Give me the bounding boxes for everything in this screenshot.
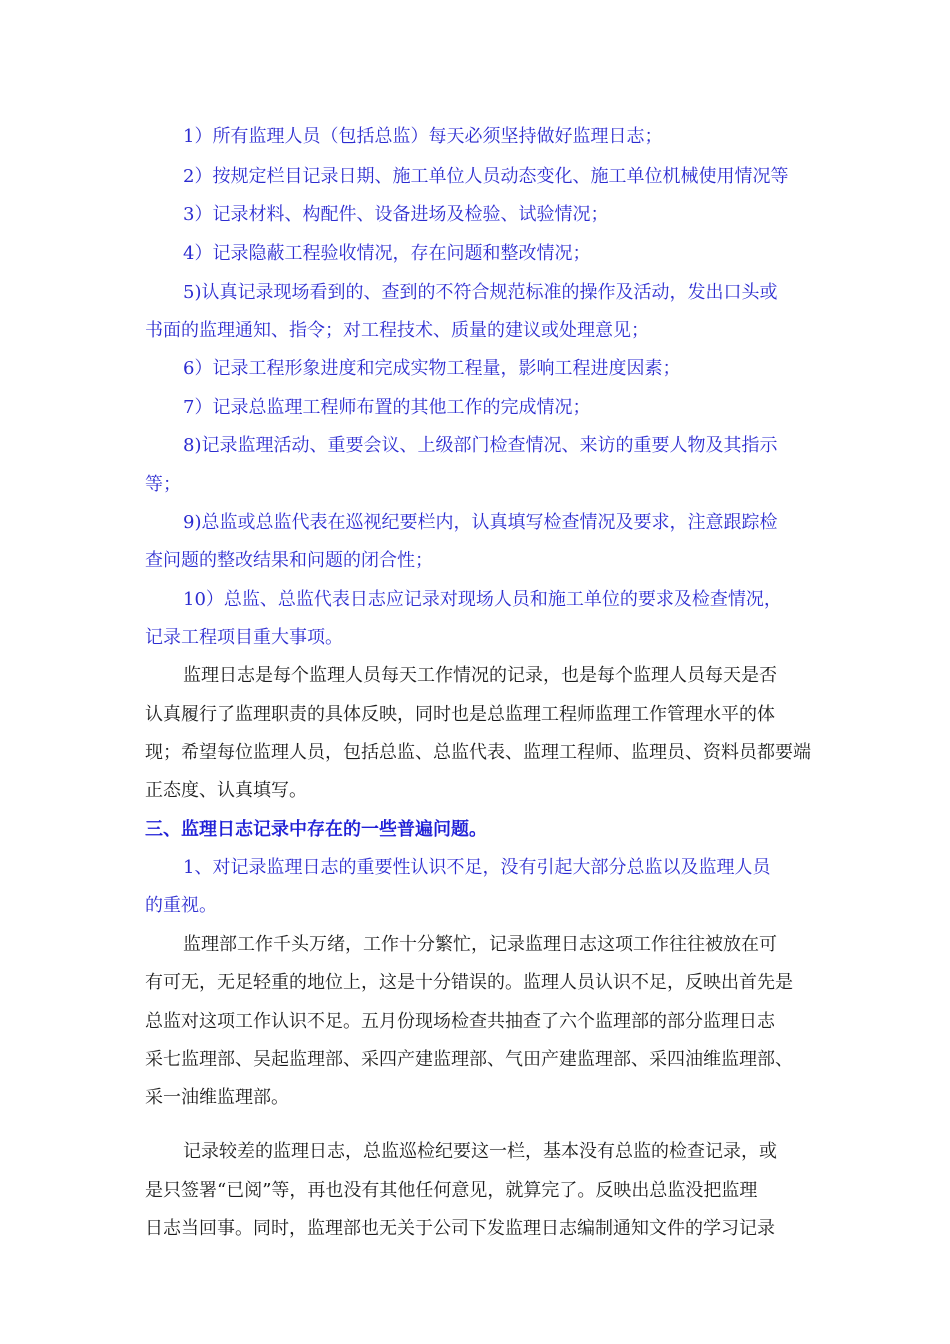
summary-line-2: 认真履行了监理职责的具体反映，同时也是总监理工程师监理工作管理水平的体 [145,704,775,725]
paragraph-3-line-1: 记录较差的监理日志，总监巡检纪要这一栏，基本没有总监的检查记录，或 [183,1141,777,1162]
summary-line-1: 监理日志是每个监理人员每天工作情况的记录，也是每个监理人员每天是否 [183,665,777,686]
paragraph-2-line-3: 总监对这项工作认识不足。五月份现场检查共抽查了六个监理部的部分监理日志 [145,1011,775,1032]
duty-item-5-line-2: 书面的监理通知、指令；对工程技术、质量的建议或处理意见； [145,320,649,341]
summary-line-4: 正态度、认真填写。 [145,780,307,801]
issue-1-line-2: 的重视。 [145,895,217,916]
duty-item-9-line-2: 查问题的整改结果和问题的闭合性； [145,550,433,571]
summary-line-3: 现；希望每位监理人员，包括总监、总监代表、监理工程师、监理员、资料员都要端 [145,742,811,763]
duty-item-2: 2）按规定栏目记录日期、施工单位人员动态变化、施工单位机械使用情况等 [183,166,789,187]
paragraph-2-line-2: 有可无，无足轻重的地位上，这是十分错误的。监理人员认识不足，反映出首先是 [145,972,793,993]
duty-item-10-line-1: 10）总监、总监代表日志应记录对现场人员和施工单位的要求及检查情况， [183,589,782,610]
paragraph-3-line-2: 是只签署“已阅”等，再也没有其他任何意见，就算完了。反映出总监没把监理 [145,1180,758,1201]
duty-item-8-line-1: 8)记录监理活动、重要会议、上级部门检查情况、来访的重要人物及其指示 [183,435,778,456]
duty-item-5-line-1: 5)认真记录现场看到的、查到的不符合规范标准的操作及活动，发出口头或 [183,282,778,303]
duty-item-8-line-2: 等； [145,474,181,495]
paragraph-2-line-5: 采一油维监理部。 [145,1087,289,1108]
paragraph-3-line-3: 日志当回事。同时，监理部也无关于公司下发监理日志编制通知文件的学习记录 [145,1218,775,1239]
duty-item-4: 4）记录隐蔽工程验收情况，存在问题和整改情况； [183,243,591,264]
issue-1-line-1: 1、对记录监理日志的重要性认识不足，没有引起大部分总监以及监理人员 [183,857,771,878]
section-heading: 三、监理日志记录中存在的一些普遍问题。 [145,819,487,840]
duty-item-6: 6）记录工程形象进度和完成实物工程量，影响工程进度因素； [183,358,681,379]
duty-item-1: 1）所有监理人员（包括总监）每天必须坚持做好监理日志； [183,126,663,147]
duty-item-9-line-1: 9)总监或总监代表在巡视纪要栏内，认真填写检查情况及要求，注意跟踪检 [183,512,778,533]
duty-item-7: 7）记录总监理工程师布置的其他工作的完成情况； [183,397,591,418]
duty-item-10-line-2: 记录工程项目重大事项。 [145,627,343,648]
duty-item-3: 3）记录材料、构配件、设备进场及检验、试验情况； [183,204,609,225]
paragraph-2-line-4: 采七监理部、吴起监理部、采四产建监理部、气田产建监理部、采四油维监理部、 [145,1049,793,1070]
paragraph-2-line-1: 监理部工作千头万绪，工作十分繁忙，记录监理日志这项工作往往被放在可 [183,934,777,955]
